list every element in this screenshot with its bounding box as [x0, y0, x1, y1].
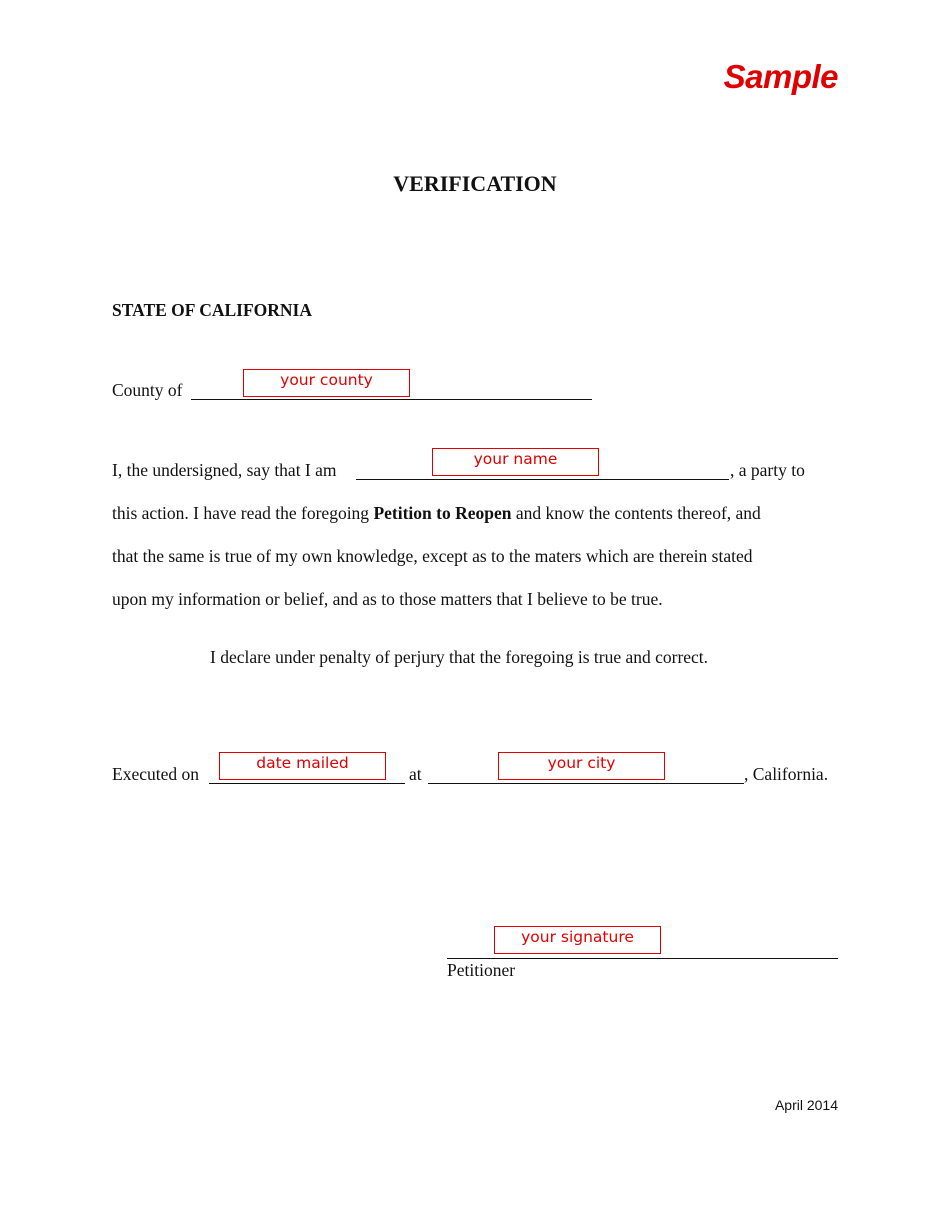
petition-title: Petition to Reopen	[373, 503, 512, 523]
petitioner-label: Petitioner	[447, 960, 516, 980]
california-suffix: , California.	[744, 764, 829, 784]
county-field[interactable]: your county	[243, 369, 410, 397]
statement-party-text: , a party to	[730, 460, 805, 480]
document-title: VERIFICATION	[393, 171, 557, 196]
city-blank-line	[428, 783, 744, 784]
footer-date: April 2014	[774, 1097, 838, 1113]
state-heading: STATE OF CALIFORNIA	[112, 300, 312, 320]
date-field[interactable]: date mailed	[219, 752, 386, 780]
statement-intro: I, the undersigned, say that I am	[112, 460, 337, 480]
statement-line-3: that the same is true of my own knowledge, except as to the maters which are therein stated	[112, 546, 753, 566]
name-field[interactable]: your name	[432, 448, 599, 476]
statement-line-4: upon my information or belief, and as to those matters that I believe to be true.	[112, 589, 663, 609]
perjury-declaration: I declare under penalty of perjury that the foregoing is true and correct.	[210, 647, 709, 667]
sample-watermark: Sample	[723, 58, 838, 95]
statement-line-2-start: this action. I have read the foregoing	[112, 503, 370, 523]
date-blank-line	[209, 783, 405, 784]
signature-field[interactable]: your signature	[494, 926, 661, 954]
city-field[interactable]: your city	[498, 752, 665, 780]
at-label: at	[409, 764, 422, 784]
statement-line-2	[112, 503, 761, 524]
name-blank-line	[356, 479, 729, 480]
signature-line	[447, 958, 838, 959]
statement-line-2-end: and know the contents thereof, and	[515, 503, 761, 523]
county-blank-line	[191, 399, 592, 400]
executed-label: Executed on	[112, 764, 199, 784]
county-label: County of	[112, 380, 183, 400]
